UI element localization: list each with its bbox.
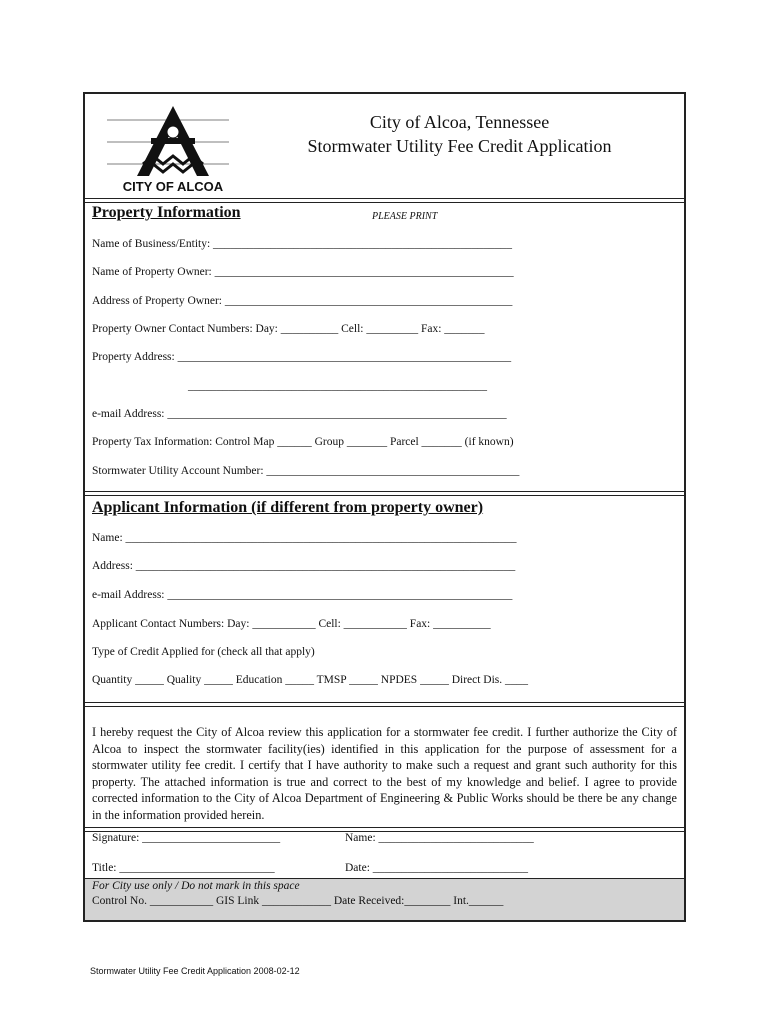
stormwater-account-number-field[interactable]: Stormwater Utility Account Number: ____________________________________________ xyxy=(92,465,520,477)
form-header xyxy=(85,94,684,200)
divider xyxy=(85,702,684,707)
city-use-only-note: For City use only / Do not mark in this space xyxy=(92,880,300,892)
signature-date-field[interactable]: Date: ___________________________ xyxy=(345,862,529,874)
divider xyxy=(85,491,684,496)
form-title-line2: Stormwater Utility Fee Credit Application xyxy=(307,136,612,156)
signature-field[interactable]: Signature: ________________________ xyxy=(92,832,281,844)
applicant-information-heading: Applicant Information (if different from property owner) xyxy=(92,499,484,516)
applicant-address-field[interactable]: Address: __________________________________________________________________ xyxy=(92,560,516,572)
signer-name-field[interactable]: Name: ___________________________ xyxy=(345,832,534,844)
property-owner-field[interactable]: Name of Property Owner: ____________________________________________________ xyxy=(92,266,514,278)
divider xyxy=(85,198,684,203)
applicant-name-field[interactable]: Name: ____________________________________________________________________ xyxy=(92,532,517,544)
city-use-only-section xyxy=(85,878,684,920)
form-title-line1: City of Alcoa, Tennessee xyxy=(369,112,550,132)
city-of-alcoa-logo xyxy=(105,104,235,194)
credit-type-checklist[interactable]: Quantity _____ Quality _____ Education _____ TMSP _____ NPDES _____ Direct Dis. ____ xyxy=(92,674,529,686)
svg-text:CITY OF ALCOA: CITY OF ALCOA xyxy=(122,179,224,194)
applicant-contact-numbers-field[interactable]: Applicant Contact Numbers: Day: ___________ Cell: ___________ Fax: __________ xyxy=(92,618,491,630)
city-use-only-fields: Control No. ___________ GIS Link ____________ Date Received:________ Int.______ xyxy=(92,895,504,907)
owner-address-field[interactable]: Address of Property Owner: __________________________________________________ xyxy=(92,295,513,307)
form-footer: Stormwater Utility Fee Credit Application 2008-02-12 xyxy=(90,966,300,976)
property-email-field[interactable]: e-mail Address: ___________________________________________________________ xyxy=(92,408,507,420)
business-entity-field[interactable]: Name of Business/Entity: ____________________________________________________ xyxy=(92,238,513,250)
credit-type-label: Type of Credit Applied for (check all that apply) xyxy=(92,646,315,658)
property-tax-information-field[interactable]: Property Tax Information: Control Map ______ Group _______ Parcel _______ (if known) xyxy=(92,436,514,448)
property-address-field[interactable]: Property Address: __________________________________________________________ xyxy=(92,351,512,363)
please-print-note: PLEASE PRINT xyxy=(372,211,438,222)
certification-statement: I hereby request the City of Alcoa review this application for a stormwater fee credit. I further authorize the City of Alcoa to inspect the stormwater facility(ies) identified in this application for the purpose of assessment for a stormwater utility fee credit. I certify that I have authority to make such a request and grant such authority for this property. The attached information is true and correct to the best of my knowledge and belief. I agree to provide corrected information to the City of Alcoa Department of Engineering & Public Works should be there be any change in the information provided herein. xyxy=(92,725,677,822)
property-information-heading: Property Information xyxy=(92,204,241,221)
signer-title-field[interactable]: Title: ___________________________ xyxy=(92,862,275,874)
property-address-line2-field[interactable]: ____________________________________________________ xyxy=(188,380,487,392)
applicant-email-field[interactable]: e-mail Address: ____________________________________________________________ xyxy=(92,589,513,601)
application-form xyxy=(83,92,686,922)
owner-contact-numbers-field[interactable]: Property Owner Contact Numbers: Day: __________ Cell: _________ Fax: _______ xyxy=(92,323,485,335)
